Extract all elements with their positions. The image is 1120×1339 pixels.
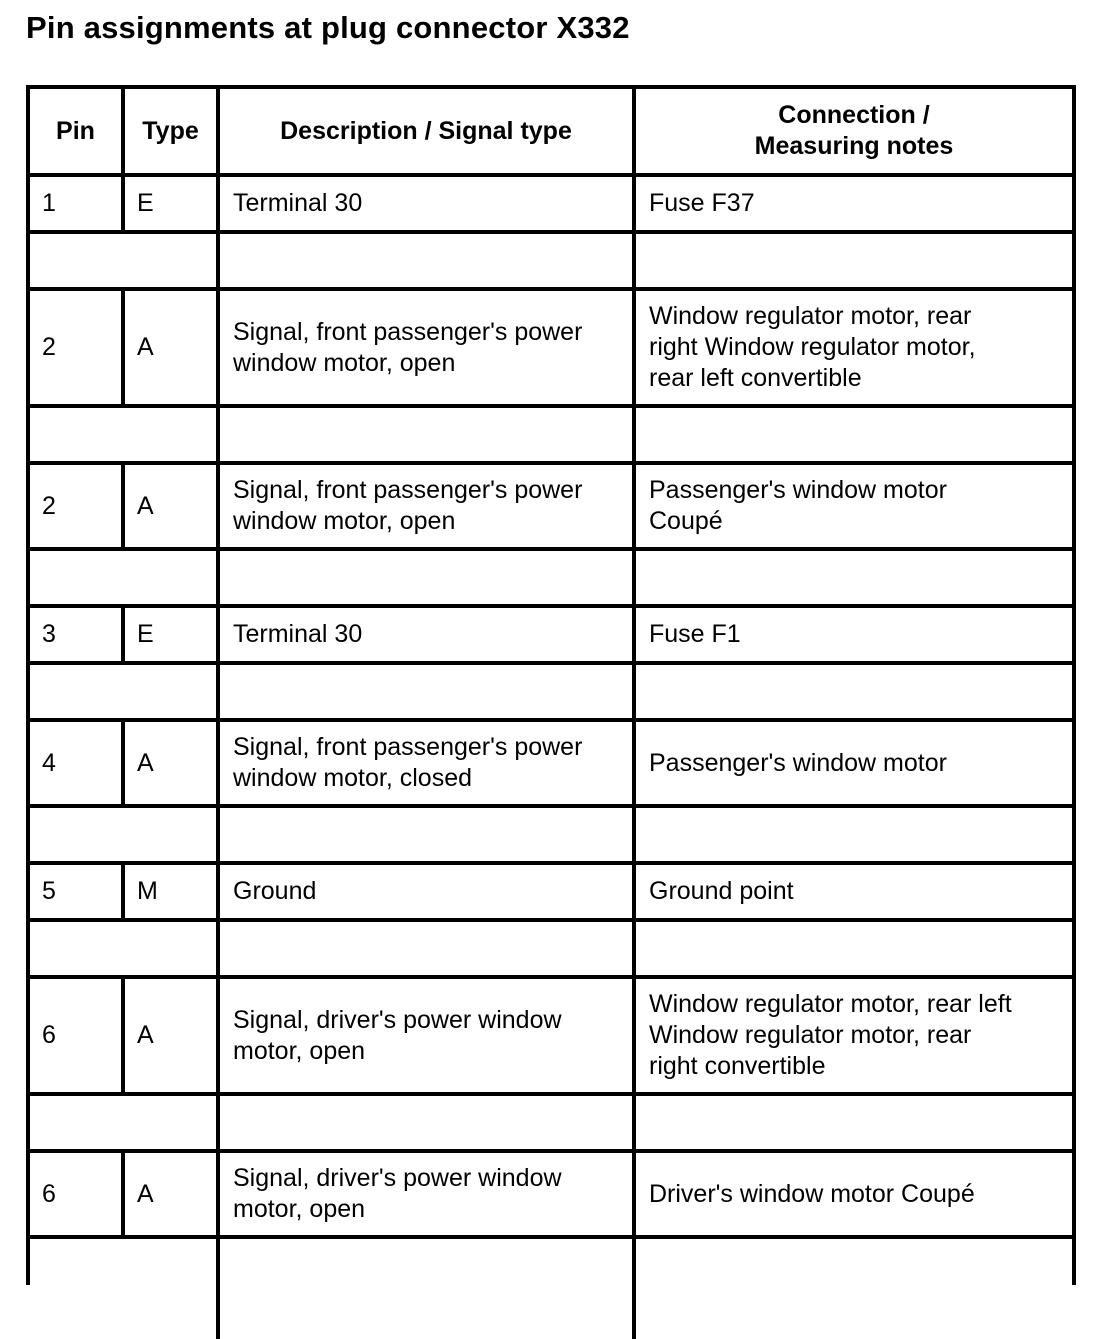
description-line: Signal, front passenger's power [233, 476, 583, 504]
type-cell: E [125, 177, 220, 230]
spacer-cell [30, 665, 220, 718]
description-cell [220, 1153, 636, 1235]
spacer-row [30, 408, 1072, 465]
spacer-cell [30, 922, 220, 975]
connection-line: Passenger's window motor [649, 748, 947, 777]
type-cell: M [125, 865, 220, 918]
table-row [30, 177, 1072, 234]
page-title: Pin assignments at plug connector X332 [26, 10, 630, 45]
spacer-cell [220, 665, 636, 718]
table-row [30, 608, 1072, 665]
connection-cell [636, 865, 1072, 918]
spacer-cell [30, 551, 220, 604]
pin-cell: 1 [30, 177, 125, 230]
description-cell [220, 177, 636, 230]
spacer-row [30, 665, 1072, 722]
spacer-row [30, 922, 1072, 979]
connection-cell [636, 1153, 1072, 1235]
pin-cell: 4 [30, 722, 125, 804]
pin-cell: 2 [30, 291, 125, 404]
pin-cell: 6 [30, 979, 125, 1092]
description-cell [220, 865, 636, 918]
connection-line: Coupé [649, 507, 723, 535]
connection-line: Ground point [649, 877, 794, 905]
description-line: Signal, driver's power window [233, 1005, 562, 1034]
connection-line: Passenger's window motor [649, 476, 947, 504]
connection-cell [636, 177, 1072, 230]
connection-line: rear left convertible [649, 364, 862, 392]
description-line: window motor, open [233, 348, 456, 377]
type-cell: A [125, 979, 220, 1092]
spacer-cell [30, 408, 220, 461]
spacer-cell [220, 234, 636, 287]
spacer-cell [220, 1096, 636, 1149]
pin-cell: 6 [30, 1153, 125, 1235]
description-line: Signal, front passenger's power [233, 733, 583, 761]
connection-cell [636, 465, 1072, 547]
type-cell: A [125, 465, 220, 547]
spacer-cell [636, 551, 1072, 604]
description-line: Terminal 30 [233, 620, 363, 648]
spacer-cell [636, 234, 1072, 287]
description-line: Ground [233, 877, 317, 905]
spacer-cell [30, 1239, 220, 1339]
table-row [30, 291, 1072, 408]
table-row [30, 722, 1072, 808]
connection-line: Window regulator motor, rear [649, 1021, 972, 1049]
connection-cell [636, 979, 1072, 1092]
spacer-cell [636, 1239, 1072, 1339]
header-description: Description / Signal type [220, 89, 636, 173]
spacer-cell [220, 922, 636, 975]
spacer-row [30, 808, 1072, 865]
description-cell [220, 465, 636, 547]
table-row [30, 1153, 1072, 1239]
table-row [30, 865, 1072, 922]
spacer-cell [636, 922, 1072, 975]
description-line: Signal, driver's power window [233, 1164, 562, 1192]
table-row [30, 979, 1072, 1096]
pin-cell: 2 [30, 465, 125, 547]
spacer-row [30, 551, 1072, 608]
connection-line: Fuse F1 [649, 620, 741, 648]
type-cell: A [125, 1153, 220, 1235]
connection-cell [636, 722, 1072, 804]
spacer-cell [636, 1096, 1072, 1149]
type-cell: A [125, 291, 220, 404]
connection-line: right convertible [649, 1052, 826, 1080]
connection-line: Window regulator motor, rear [649, 302, 972, 330]
description-line: Terminal 30 [233, 189, 363, 217]
connection-line: Fuse F37 [649, 189, 755, 217]
header-connection-line1: Connection / [778, 101, 930, 129]
spacer-row [30, 1239, 1072, 1339]
table-header-row [30, 89, 1072, 177]
description-cell [220, 979, 636, 1092]
spacer-cell [220, 808, 636, 861]
header-connection-line2: Measuring notes [754, 132, 954, 160]
pin-cell: 5 [30, 865, 125, 918]
spacer-cell [636, 408, 1072, 461]
description-line: motor, open [233, 1036, 366, 1065]
connection-line: Window regulator motor, rear left [649, 990, 1012, 1018]
description-cell [220, 722, 636, 804]
description-line: motor, open [233, 1195, 366, 1223]
description-line: window motor, open [233, 507, 456, 535]
spacer-cell [636, 808, 1072, 861]
description-cell [220, 291, 636, 404]
description-cell [220, 608, 636, 661]
connection-line: Driver's window motor Coupé [649, 1179, 975, 1208]
spacer-row [30, 234, 1072, 291]
type-cell: E [125, 608, 220, 661]
description-line: window motor, closed [233, 764, 473, 792]
description-line: Signal, front passenger's power [233, 317, 583, 346]
table-row [30, 465, 1072, 551]
connection-cell [636, 291, 1072, 404]
header-pin: Pin [30, 89, 125, 173]
spacer-cell [220, 551, 636, 604]
spacer-cell [30, 808, 220, 861]
pin-cell: 3 [30, 608, 125, 661]
header-connection [636, 89, 1072, 173]
spacer-cell [636, 665, 1072, 718]
spacer-cell [220, 408, 636, 461]
spacer-cell [220, 1239, 636, 1339]
spacer-cell [30, 234, 220, 287]
connection-cell [636, 608, 1072, 661]
pin-table [26, 85, 1076, 1285]
connection-line: right Window regulator motor, [649, 333, 976, 361]
spacer-row [30, 1096, 1072, 1153]
header-type: Type [125, 89, 220, 173]
type-cell: A [125, 722, 220, 804]
spacer-cell [30, 1096, 220, 1149]
